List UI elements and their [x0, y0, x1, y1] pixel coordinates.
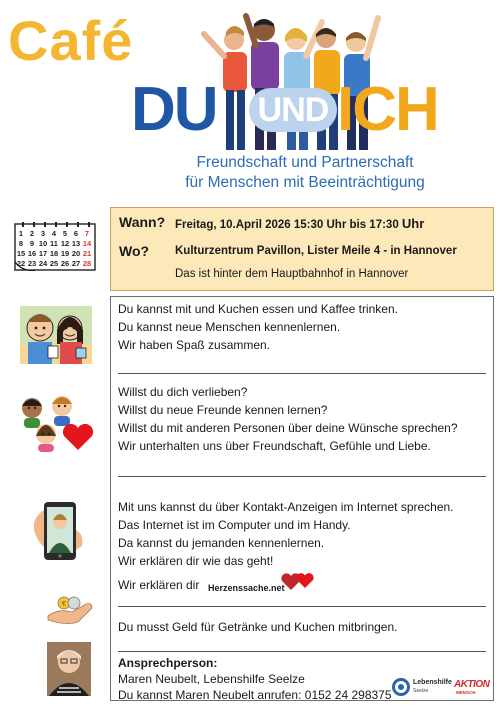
text-line: Willst du dich verlieben?	[118, 385, 248, 399]
where-note: Das ist hinter dem Hauptbahnhof in Hannover	[175, 268, 409, 280]
contact-person-photo	[47, 642, 91, 696]
cal-day: 17	[38, 249, 48, 258]
main-content-box	[110, 296, 494, 701]
cal-day: 26	[60, 259, 70, 268]
cal-day: 18	[49, 249, 59, 258]
cal-day: 8	[18, 239, 24, 248]
cal-day: 14	[82, 239, 92, 248]
svg-text:€: €	[62, 601, 66, 608]
cal-day: 25	[49, 259, 59, 268]
when-value	[175, 216, 424, 231]
text-line: Wir haben Spaß zusammen.	[118, 338, 271, 352]
separator-line	[118, 651, 486, 652]
cal-day: 3	[40, 229, 46, 238]
when-uhr: Uhr	[401, 216, 425, 231]
cal-day: 27	[71, 259, 81, 268]
where-value: Kulturzentrum Pavillon, Lister Meile 4 - in Hannover	[175, 245, 457, 257]
cal-day: 4	[51, 229, 57, 238]
calendar-icon	[14, 222, 96, 272]
text-line: Du kannst mit und Kuchen essen und Kaffee trinken.	[118, 302, 398, 316]
contact-phone: Du kannst Maren Neubelt anrufen: 0152 24 298375	[118, 688, 392, 702]
cal-day: 1	[18, 229, 24, 238]
contact-name: Maren Neubelt, Lebenshilfe Seelze	[118, 672, 305, 686]
cal-day: 6	[73, 229, 79, 238]
where-label: Wo?	[119, 243, 150, 259]
lebenshilfe-sub: Seelze	[413, 688, 429, 694]
lebenshilfe-name: Lebenshilfe	[413, 679, 452, 686]
herzenssache-logo-text: Herzenssache.net	[208, 583, 285, 593]
cal-day: 12	[60, 239, 70, 248]
tagline-line-2: für Menschen mit Beeinträchtigung	[185, 174, 425, 191]
text-line: Du musst Geld für Getränke und Kuchen mitbringen.	[118, 620, 398, 634]
separator-line	[118, 476, 486, 477]
logo-ich: ICH	[337, 75, 438, 144]
sponsor-logos	[392, 676, 488, 698]
separator-line	[118, 606, 486, 607]
tagline-line-1: Freundschaft und Partnerschaft	[196, 154, 414, 171]
text-line: Mit uns kannst du über Kontakt-Anzeigen im Internet sprechen.	[118, 500, 454, 514]
cal-day: 20	[71, 249, 81, 258]
text-line: Du kannst neue Menschen kennenlernen.	[118, 320, 341, 334]
text-line: Da kannst du jemanden kennenlernen.	[118, 536, 325, 550]
when-label: Wann?	[119, 214, 166, 230]
text-line: Wir unterhalten uns über Freundschaft, Gefühle und Liebe.	[118, 439, 431, 453]
du-und-ich-logo	[131, 75, 476, 144]
cal-day: 5	[62, 229, 68, 238]
cal-day: 7	[84, 229, 90, 238]
coffee-and-cake-icon	[20, 306, 92, 364]
cal-day: 23	[27, 259, 37, 268]
smartphone-profile-icon	[34, 500, 84, 562]
separator-line	[118, 373, 486, 374]
cal-day: 16	[27, 249, 37, 258]
aktion-mensch-sub: MENSCH	[456, 690, 476, 695]
text-line: Willst du neue Freunde kennen lernen?	[118, 403, 328, 417]
coins-in-hand-icon	[46, 594, 94, 626]
text-line: Wir erklären dir wie das geht!	[118, 554, 274, 568]
cal-day: 9	[29, 239, 35, 248]
cal-day: 21	[82, 249, 92, 258]
friends-with-heart-icon	[16, 392, 96, 452]
cal-day: 22	[16, 259, 26, 268]
cal-day: 28	[82, 259, 92, 268]
contact-label: Ansprechperson:	[118, 656, 218, 670]
cal-day: 15	[16, 249, 26, 258]
text-line: Willst du mit anderen Personen über deine Wünsche sprechen?	[118, 421, 458, 435]
cal-day: 13	[71, 239, 81, 248]
text-line: Das Internet ist im Computer und im Handy.	[118, 518, 351, 532]
event-info-box	[110, 207, 494, 291]
cal-day: 19	[60, 249, 70, 258]
when-date: Freitag, 10.April 2026 15:30 Uhr bis 17:30	[175, 219, 399, 231]
lebenshilfe-logo-dot	[398, 684, 404, 690]
cafe-title: Café	[8, 9, 134, 72]
cal-day: 11	[50, 239, 58, 248]
cal-day: 24	[38, 259, 48, 268]
cal-day: 10	[38, 239, 48, 248]
aktion-mensch-logo: AKTION	[454, 679, 490, 690]
logo-du: DU	[131, 75, 217, 144]
text-line: Wir erklären dir	[118, 578, 200, 592]
hearts-icon	[281, 571, 315, 591]
cal-day: 2	[29, 229, 35, 238]
logo-und: UND	[249, 88, 337, 132]
